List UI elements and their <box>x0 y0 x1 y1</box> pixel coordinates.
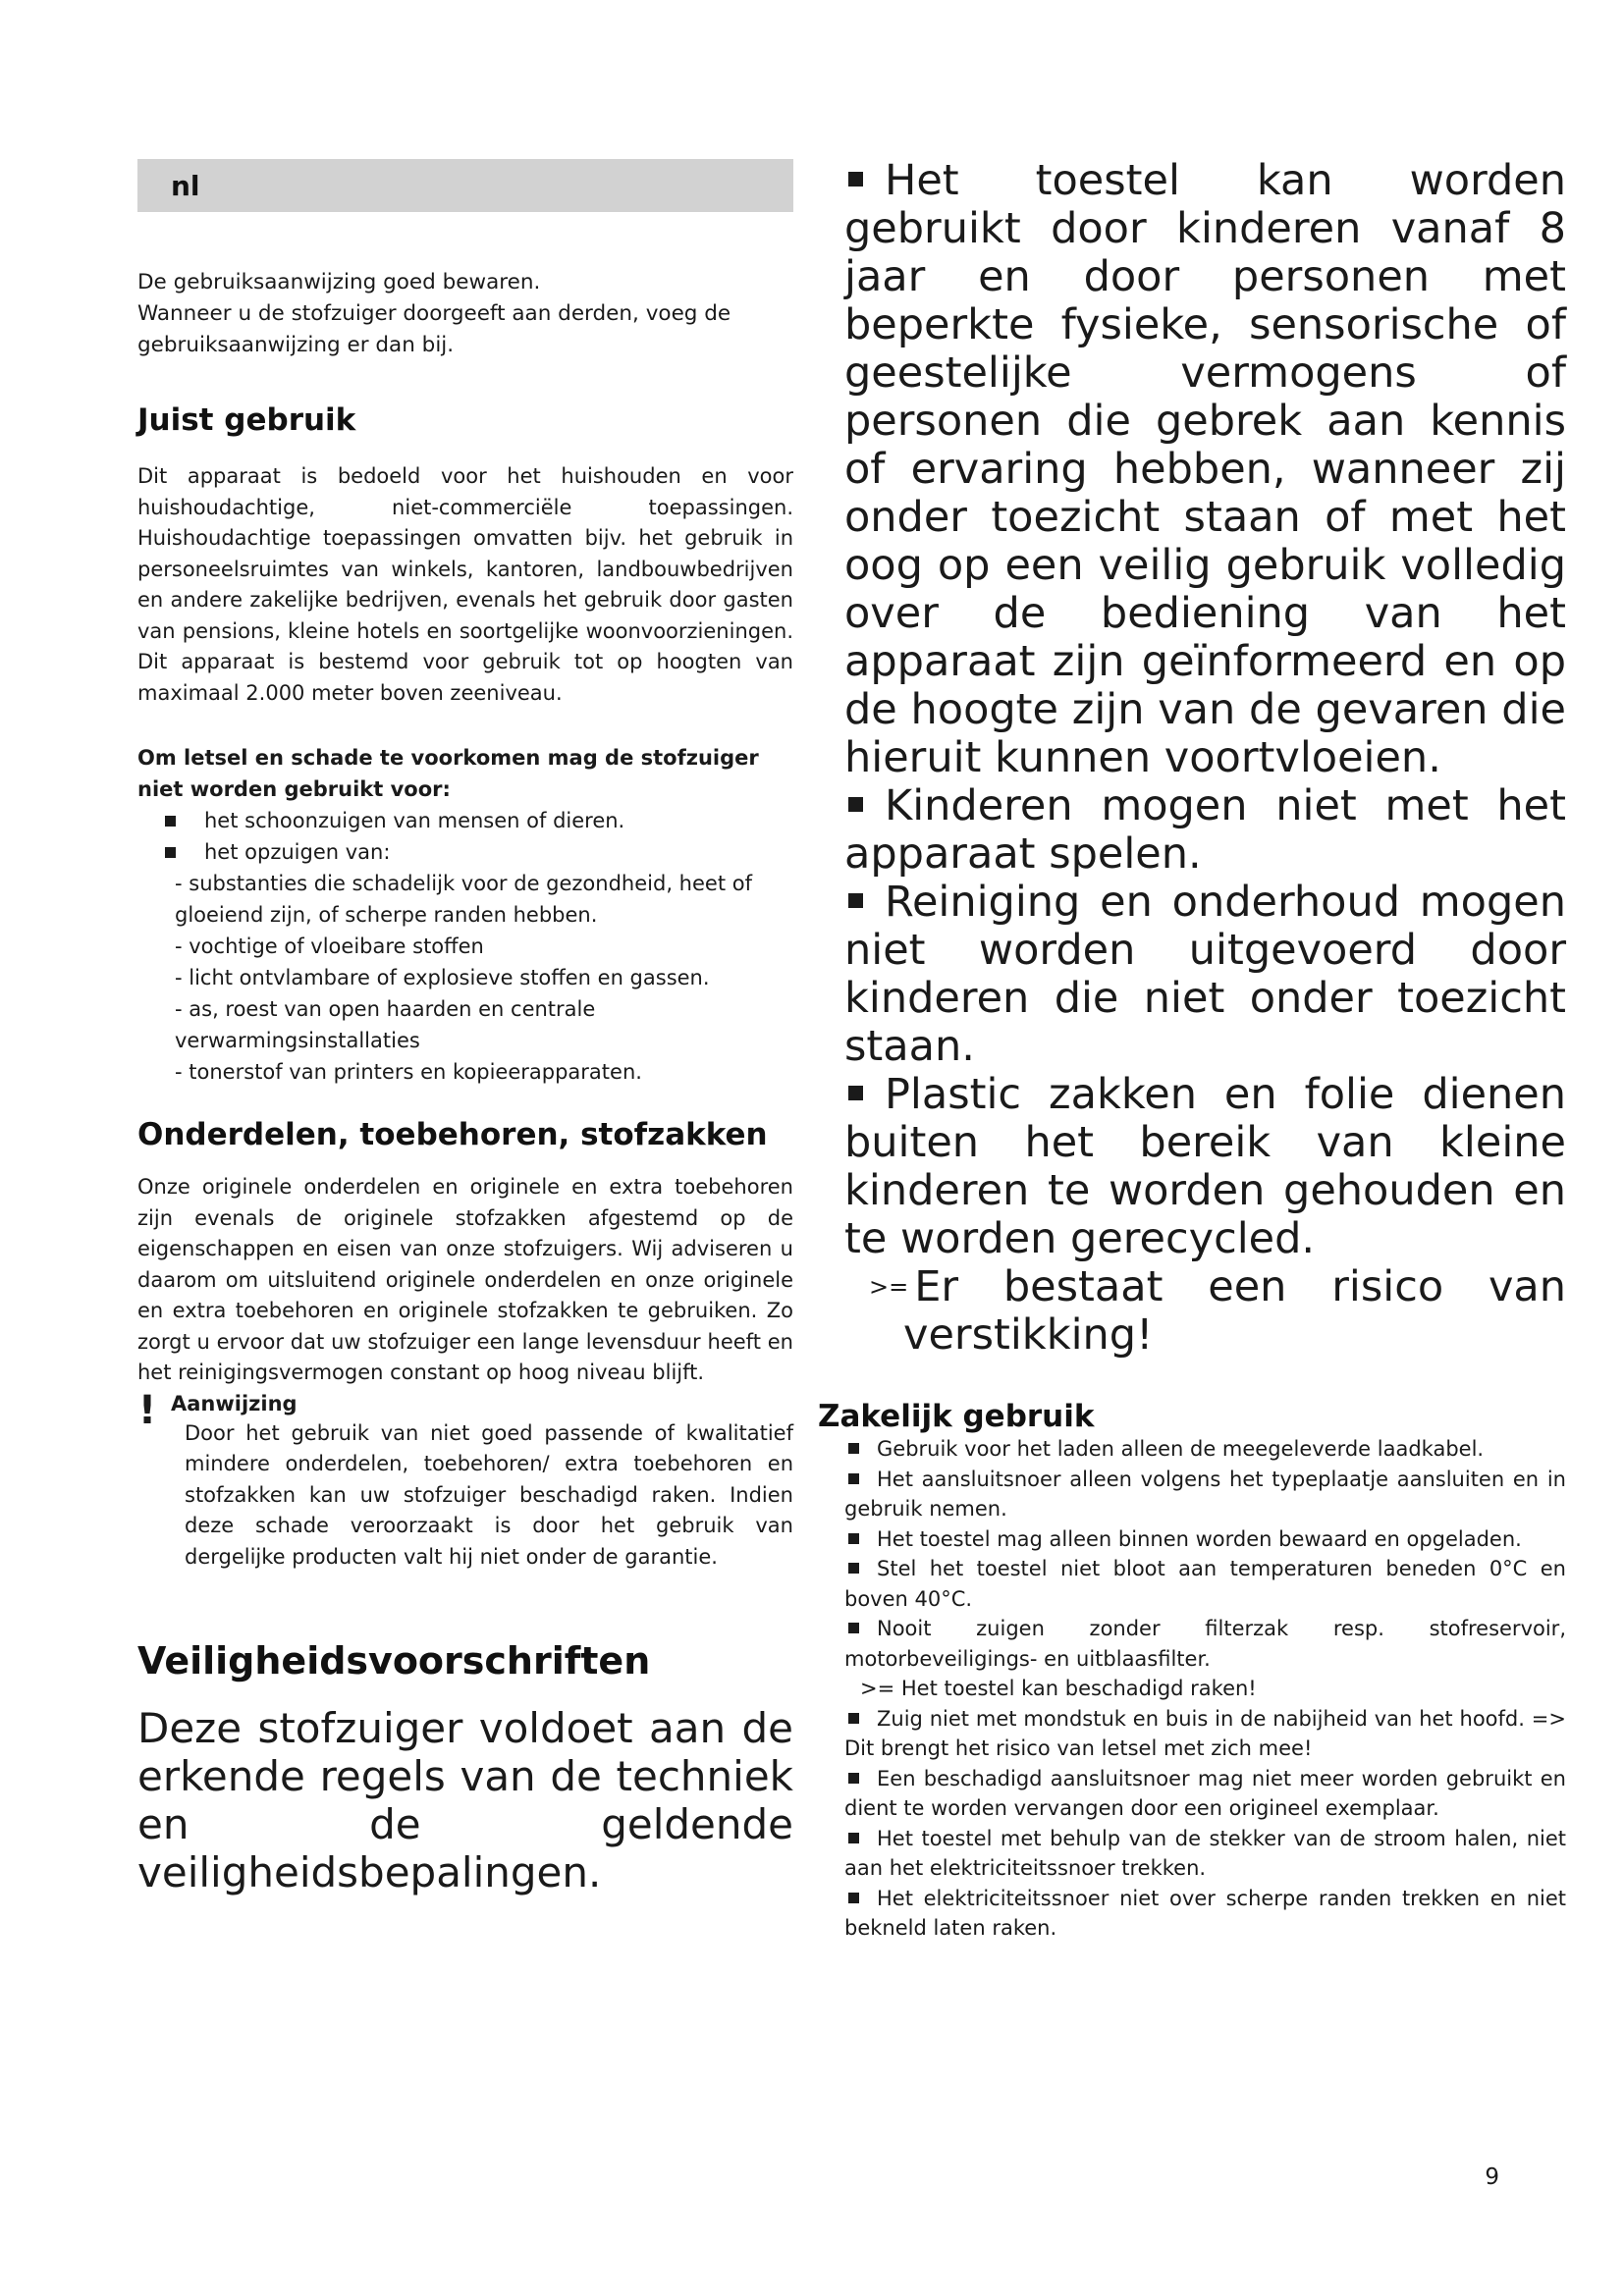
list-item <box>844 1704 1566 1764</box>
language-label: nl <box>171 169 200 202</box>
list-item-text: Het toestel kan worden gebruikt door kinderen vanaf 8 jaar en door personen met beperkte fysieke, sensorische of geestelijke vermogens of personen die gebrek aan kennis of ervaring hebben, wanneer zij onder toezicht staan of met het oog op een veilig gebruik volledig over de bediening van het apparaat zijn geïnformeerd en op de hoogte zijn van de gevaren die hieruit kunnen voortvloeien. <box>844 156 1566 782</box>
safety-intro: Deze stofzuiger voldoet aan de erkende regels van de techniek en de geldende veiligheidsbepalingen. <box>137 1704 793 1896</box>
sub-list <box>175 868 793 1088</box>
list-item <box>844 1465 1566 1524</box>
list-item-text: Kinderen mogen niet met het apparaat spelen. <box>844 781 1566 879</box>
intro-line-2: Wanneer u de stofzuiger doorgeeft aan derden, voeg de gebruiksaanwijzing er dan bij. <box>137 301 731 357</box>
list-item <box>844 1884 1566 1944</box>
square-bullet-icon <box>848 1773 859 1784</box>
list-item <box>844 879 1566 1071</box>
sub-list-item: - vochtige of vloeibare stoffen <box>175 934 484 958</box>
suffocation-warning <box>844 1263 1566 1360</box>
list-item <box>844 1554 1566 1614</box>
safety-list <box>844 157 1566 1263</box>
square-bullet-icon <box>848 893 863 908</box>
list-item-text: Gebruik voor het laden alleen de meegeleverde laadkabel. <box>877 1437 1485 1461</box>
right-column <box>818 156 1566 1944</box>
misuse-warning-title: Om letsel en schade te voorkomen mag de stofzuiger niet worden gebruikt voor: <box>137 746 759 801</box>
sub-list-item: - substanties die schadelijk voor de gezondheid, heet of gloeiend zijn, of scherpe randen hebben. <box>175 872 752 927</box>
parts-text: Onze originele onderdelen en originele en extra toebehoren zijn evenals de originele stofzakken afgestemd op de eigenschappen en eisen van onze stofzuigers. Wij adviseren u daarom om uitsluitend originele onderdelen en onze originele en extra toebehoren en originele stofzakken te gebruiken. Zo zorgt u ervoor dat uw stofzuiger een lange levensduur heeft en het reinigingsvermogen constant op hoog niveau blijft. <box>137 1175 793 1384</box>
list-item <box>844 1614 1566 1674</box>
exclamation-icon: ! <box>137 1387 157 1433</box>
damage-warning: >= Het toestel kan beschadigd raken! <box>860 1677 1257 1700</box>
square-bullet-icon <box>848 1443 859 1454</box>
list-item <box>844 782 1566 879</box>
square-bullet-icon <box>848 1623 859 1633</box>
square-bullet-icon <box>848 1563 859 1574</box>
page-number: 9 <box>1485 2164 1499 2190</box>
sub-list-item: - as, roest van open haarden en centrale verwarmingsinstallaties <box>175 997 596 1052</box>
list-item <box>844 1071 1566 1263</box>
intro-line-1: De gebruiksaanwijzing goed bewaren. <box>137 270 541 294</box>
list-item <box>844 1764 1566 1824</box>
sub-list-item: - licht ontvlambare of explosieve stoffen en gassen. <box>175 966 710 989</box>
language-bar <box>137 159 793 212</box>
list-item-text: Plastic zakken en folie dienen buiten het bereik van kleine kinderen te worden gehouden en te worden gerecycled. <box>844 1070 1566 1263</box>
list-item-text: Nooit zuigen zonder filterzak resp. stofreservoir, motorbeveiligings- en uitblaasfilter. <box>844 1617 1566 1671</box>
list-item-text: het opzuigen van: <box>204 840 391 864</box>
list-item <box>844 1824 1566 1884</box>
intro <box>137 267 793 361</box>
left-column <box>137 159 793 1938</box>
square-bullet-icon <box>848 1893 859 1903</box>
business-use-heading: Zakelijk gebruik <box>818 1399 1095 1434</box>
misuse-list <box>137 805 793 1088</box>
list-item <box>844 1434 1566 1465</box>
note-box <box>137 1389 793 1574</box>
list-item-text: Het toestel met behulp van de stekker van de stroom halen, niet aan het elektriciteitssnoer trekken. <box>844 1826 1566 1880</box>
list-item-text: Stel het toestel niet bloot aan temperaturen beneden 0°C en boven 40°C. <box>844 1557 1566 1611</box>
arrow-icon: >= <box>869 1273 909 1301</box>
list-item-text: Reiniging en onderhoud mogen niet worden uitgevoerd door kinderen die niet onder toezicht staan. <box>844 878 1566 1071</box>
list-item-text: Een beschadigd aansluitsnoer mag niet meer worden gebruikt en dient te worden vervangen door een origineel exemplaar. <box>844 1766 1566 1820</box>
list-item-text: Het toestel mag alleen binnen worden bewaard en opgeladen. <box>877 1526 1522 1551</box>
intended-use-heading: Juist gebruik <box>137 402 356 438</box>
square-bullet-icon <box>848 172 863 187</box>
safety-heading: Veiligheidsvoorschriften <box>137 1639 651 1682</box>
list-item-text: Zuig niet met mondstuk en buis in de nabijheid van het hoofd. => Dit brengt het risico van letsel met zich mee! <box>844 1706 1566 1760</box>
list-item <box>137 836 793 1088</box>
square-bullet-icon <box>848 1533 859 1544</box>
square-bullet-icon <box>848 1713 859 1724</box>
note-text: Door het gebruik van niet goed passende of kwalitatief mindere onderdelen, toebehoren/ extra toebehoren en stofzakken kan uw stofzuiger beschadigd raken. Indien deze schade veroorzaakt is door het gebruik van dergelijke producten valt hij niet onder de garantie. <box>185 1420 793 1569</box>
list-item: het schoonzuigen van mensen of dieren. <box>137 805 793 836</box>
suffocation-warning-text: Er bestaat een risico van verstikking! <box>903 1262 1566 1360</box>
square-bullet-icon <box>848 1833 859 1843</box>
list-item-text: Het elektriciteitssnoer niet over scherpe randen trekken en niet bekneld laten raken. <box>844 1886 1566 1940</box>
square-bullet-icon <box>848 1086 863 1100</box>
square-bullet-icon <box>848 797 863 812</box>
parts-heading: Onderdelen, toebehoren, stofzakken <box>137 1117 768 1152</box>
intended-use-text: Dit apparaat is bedoeld voor het huishouden en voor huishoudachtige, niet-commerciële toepassingen. Huishoudachtige toepassingen omvatten bijv. het gebruik in personeelsruimtes van winkels, kantoren, landbouwbedrijven en andere zakelijke bedrijven, evenals het gebruik door gasten van pensions, kleine hotels en soortgelijke woonvoorzieningen. Dit apparaat is bestemd voor gebruik tot op hoogten van maximaal 2.000 meter boven zeeniveau. <box>137 464 793 705</box>
list-item <box>844 1524 1566 1555</box>
business-use-list <box>844 1434 1566 1944</box>
list-item <box>844 157 1566 782</box>
square-bullet-icon <box>848 1473 859 1484</box>
sub-list-item: - tonerstof van printers en kopieerapparaten. <box>175 1060 642 1084</box>
note-title: Aanwijzing <box>171 1391 298 1415</box>
list-item-text: Het aansluitsnoer alleen volgens het typeplaatje aansluiten en in gebruik nemen. <box>844 1467 1566 1521</box>
